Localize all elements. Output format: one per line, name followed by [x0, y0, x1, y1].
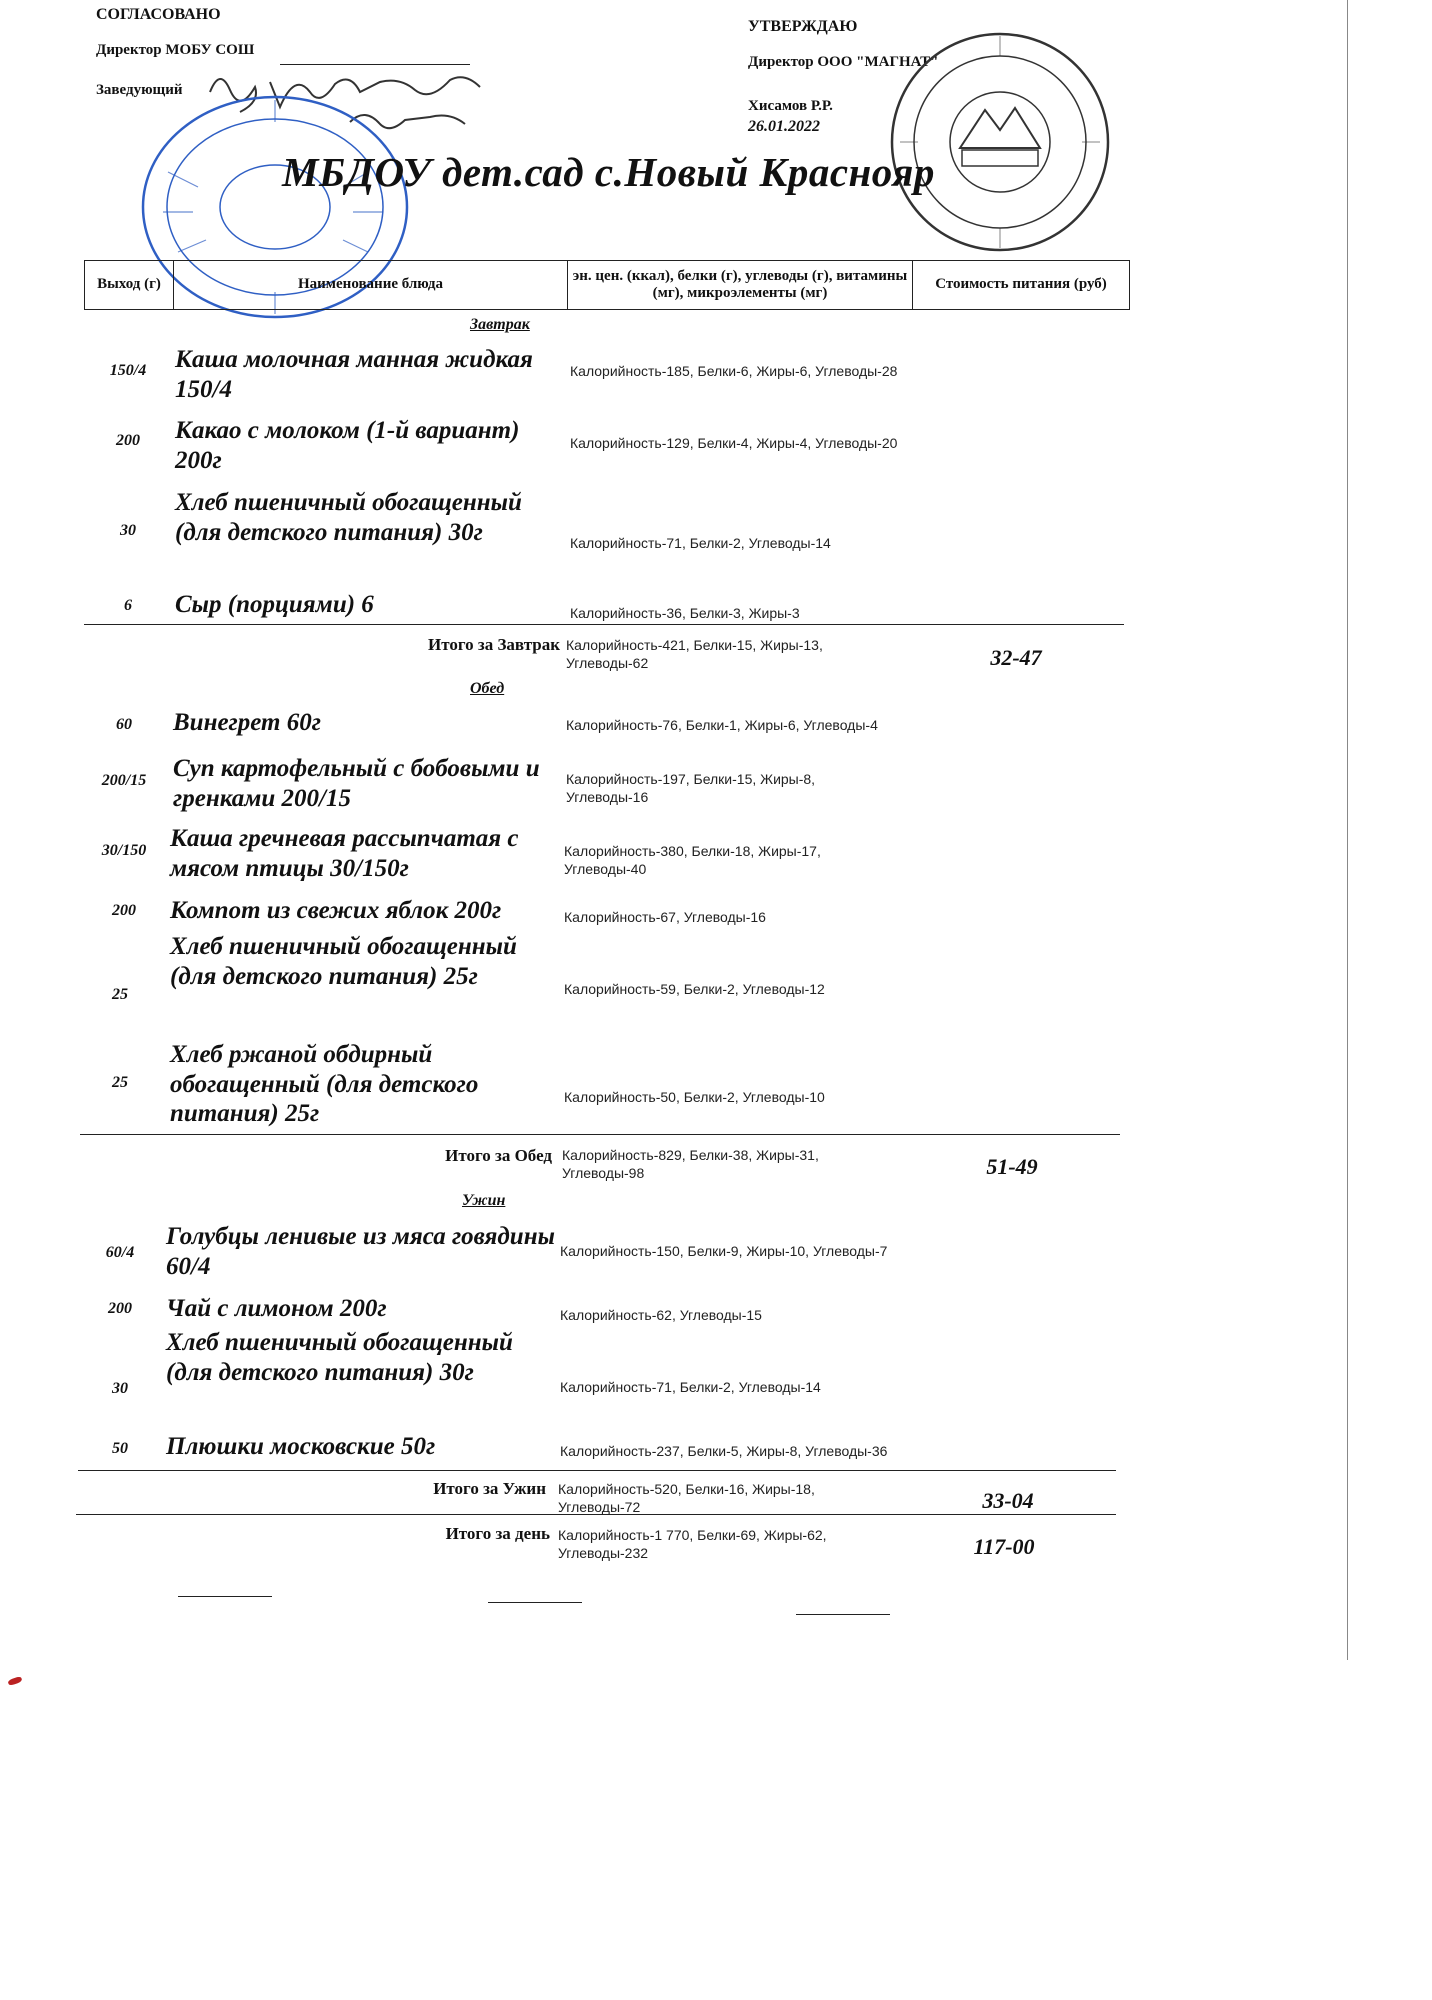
row-nutrition: Калорийность-62, Углеводы-15: [560, 1307, 762, 1323]
row-divider: [76, 1514, 1116, 1515]
row-yield: 25: [112, 986, 128, 1003]
column-header-dish: Наименование блюда: [173, 260, 568, 310]
company-stamp-icon: [880, 30, 1120, 255]
row-dish: Хлеб пшеничный обогащенный (для детского питания) 25г: [170, 933, 517, 990]
row-nutrition: Калорийность-59, Белки-2, Углеводы-12: [564, 981, 825, 997]
row-nutrition: Калорийность-150, Белки-9, Жиры-10, Углеводы-7: [560, 1243, 888, 1259]
row-dish: Каша гречневая рассыпчатая с мясом птицы 30/150г: [170, 825, 519, 882]
row-nutrition: Калорийность-71, Белки-2, Углеводы-14: [570, 535, 831, 551]
approval-right-date: 26.01.2022: [748, 118, 820, 135]
row-dish: Каша молочная манная жидкая 150/4: [175, 346, 533, 403]
signature-line: [488, 1602, 582, 1603]
signature-line: [178, 1596, 272, 1597]
row-dish: Плюшки московские 50г: [166, 1433, 436, 1460]
row-yield: 60: [116, 716, 132, 733]
row-yield: 150/4: [109, 362, 147, 379]
column-header-yield: Выход (г): [84, 260, 174, 310]
column-header-cost: Стоимость питания (руб): [912, 260, 1130, 310]
approval-left-position: Директор МОБУ СОШ: [96, 42, 255, 58]
total-label-breakfast: Итого за Завтрак: [427, 635, 560, 654]
approval-right-name: Хисамов Р.Р.: [748, 98, 833, 114]
row-yield: 50: [112, 1440, 128, 1457]
row-dish: Хлеб пшеничный обогащенный (для детского питания) 30г: [166, 1329, 513, 1386]
row-nutrition: Калорийность-197, Белки-15, Жиры-8, Углеводы-16: [566, 771, 816, 806]
signature-line: [796, 1614, 890, 1615]
total-nutrition-day: Калорийность-1 770, Белки-69, Жиры-62, Углеводы-232: [558, 1527, 827, 1562]
row-yield: 25: [112, 1074, 128, 1091]
approval-left-title: СОГЛАСОВАНО: [96, 6, 221, 23]
section-title-dinner: Ужин: [462, 1192, 506, 1209]
scan-edge-line: [1347, 0, 1348, 1660]
row-dish: Хлеб пшеничный обогащенный (для детского питания) 30г: [175, 489, 522, 546]
row-dish: Голубцы ленивые из мяса говядины 60/4: [166, 1223, 555, 1280]
row-dish: Суп картофельный с бобовыми и гренками 200/15: [173, 755, 540, 812]
row-yield: 30: [120, 522, 136, 539]
total-label-day: Итого за день: [445, 1524, 550, 1543]
total-nutrition-lunch: Калорийность-829, Белки-38, Жиры-31, Углеводы-98: [562, 1147, 819, 1182]
total-cost-lunch: 51-49: [986, 1154, 1038, 1179]
row-dish: Какао с молоком (1-й вариант) 200г: [175, 417, 520, 474]
row-dish: Сыр (порциями) 6: [175, 591, 374, 618]
row-divider: [84, 624, 1124, 625]
row-yield: 6: [124, 597, 132, 614]
row-yield: 60/4: [105, 1244, 135, 1261]
row-yield: 200: [108, 1300, 132, 1317]
row-nutrition: Калорийность-237, Белки-5, Жиры-8, Углеводы-36: [560, 1443, 888, 1459]
row-nutrition: Калорийность-36, Белки-3, Жиры-3: [570, 605, 800, 621]
row-nutrition: Калорийность-71, Белки-2, Углеводы-14: [560, 1379, 821, 1395]
section-title-breakfast: Завтрак: [470, 316, 530, 333]
row-dish: Винегрет 60г: [173, 709, 321, 736]
row-nutrition: Калорийность-67, Углеводы-16: [564, 909, 766, 925]
row-nutrition: Калорийность-129, Белки-4, Жиры-4, Углеводы-20: [570, 435, 898, 451]
total-label-dinner: Итого за Ужин: [433, 1479, 546, 1498]
total-nutrition-breakfast: Калорийность-421, Белки-15, Жиры-13, Углеводы-62: [566, 637, 823, 672]
row-nutrition: Калорийность-380, Белки-18, Жиры-17, Углеводы-40: [564, 843, 821, 878]
row-divider: [80, 1134, 1120, 1135]
row-yield: 200: [112, 902, 136, 919]
section-title-lunch: Обед: [470, 680, 505, 697]
row-dish: Чай с лимоном 200г: [166, 1295, 387, 1322]
row-dish: Хлеб ржаной обдирный обогащенный (для детского питания) 25г: [170, 1041, 479, 1127]
total-cost-day: 117-00: [973, 1534, 1035, 1559]
row-yield: 200: [116, 432, 140, 449]
row-yield: 30/150: [101, 842, 147, 859]
row-nutrition: Калорийность-76, Белки-1, Жиры-6, Углеводы-4: [566, 717, 878, 733]
row-yield: 30: [112, 1380, 128, 1397]
approval-right-title: УТВЕРЖДАЮ: [748, 18, 858, 35]
total-cost-breakfast: 32-47: [990, 645, 1042, 670]
total-label-lunch: Итого за Обед: [445, 1146, 552, 1165]
row-divider: [78, 1470, 1116, 1471]
total-nutrition-dinner: Калорийность-520, Белки-16, Жиры-18, Углеводы-72: [558, 1481, 815, 1516]
row-yield: 200/15: [101, 772, 147, 789]
total-cost-dinner: 33-04: [982, 1488, 1034, 1513]
ink-mark: [7, 1676, 22, 1686]
column-header-nutrition: эн. цен. (ккал), белки (г), углеводы (г), витамины (мг), микроэлементы (мг): [567, 260, 913, 310]
approval-left-head: Заведующий: [96, 82, 183, 98]
row-nutrition: Калорийность-185, Белки-6, Жиры-6, Углеводы-28: [570, 363, 898, 379]
approval-right-position: Директор ООО "МАГНАТ": [748, 54, 939, 70]
row-dish: Компот из свежих яблок 200г: [170, 897, 502, 924]
row-nutrition: Калорийность-50, Белки-2, Углеводы-10: [564, 1089, 825, 1105]
page-title: МБДОУ дет.сад с.Новый Краснояр: [282, 149, 935, 195]
